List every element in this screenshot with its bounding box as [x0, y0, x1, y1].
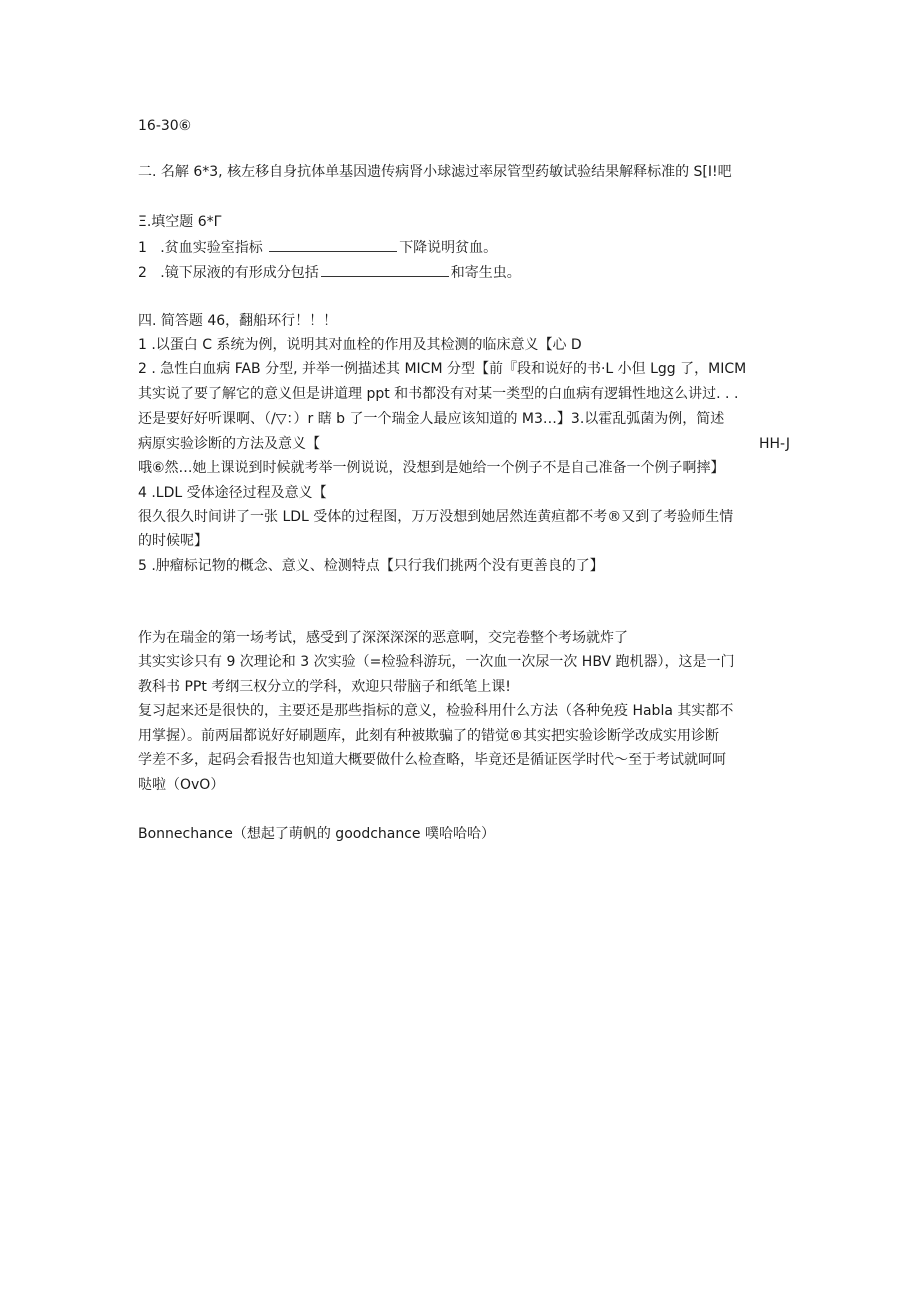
answer-blank [321, 262, 449, 277]
short-answer-3-line [138, 434, 790, 454]
answer-blank [269, 237, 397, 252]
short-answer-2-line: 还是要好好听课啊、（/▽：）r 瞎 b 了一个瑞金人最应该知道的 M3…】3.以霍乱弧菌为例，简述 [138, 411, 725, 427]
short-answer-4-line: 很久很久时间讲了一张 LDL 受体的过程图，万万没想到她居然连黄疸都不考®又到了考验师生情 [138, 509, 734, 525]
short-answer-4-line: 的时候呢】 [138, 533, 208, 549]
section2-terms: 二. 名解 6*3, 核左移自身抗体单基因遗传病肾小球滤过率尿管型药敏试验结果解释标准的 S[I!吧 [138, 164, 732, 180]
line-right: HH-J [758, 436, 790, 452]
question-text: .贫血实验室指标 [160, 240, 263, 256]
question-text: .镜下尿液的有形成分包括 [160, 265, 319, 281]
reflection-paragraph: 其实实诊只有 9 次理论和 3 次实验（=检验科游玩，一次血一次尿一次 HBV 跑机器），这是一门 [138, 654, 735, 670]
reflection-paragraph: 复习起来还是很快的，主要还是那些指标的意义，检验科用什么方法（各种免疫 Habla 其实都不 [138, 703, 734, 719]
short-answer-2-line: 2 . 急性白血病 FAB 分型, 并举一例描述其 MICM 分型【前『段和说好的书·L 小但 Lgg 了，MICM [138, 361, 747, 377]
short-answer-4: 4 .LDL 受体途径过程及意义【 [138, 485, 327, 501]
question-text: 下降说明贫血。 [399, 240, 498, 256]
line-left: 病原实验诊断的方法及意义【 [138, 436, 320, 452]
closing-line: Bonnechance（想起了萌帆的 goodchance 噗哈哈哈） [138, 826, 495, 842]
short-answer-1: 1 .以蛋白 C 系统为例，说明其对血栓的作用及其检测的临床意义【心 D [138, 337, 582, 353]
reflection-paragraph: 作为在瑞金的第一场考试，感受到了深深深深的恶意啊，交完卷整个考场就炸了 [138, 630, 628, 646]
question-number: 2 [138, 265, 147, 281]
fill-question-2 [138, 262, 521, 283]
section4-title: 四. 简答题 46，翻船环行！！！ [138, 313, 338, 329]
reflection-paragraph: 教科书 PPt 考纲三权分立的学科，欢迎只带脑子和纸笔上课! [138, 679, 511, 695]
short-answer-2-line: 其实说了要了解它的意义但是讲道理 ppt 和书都没有对某一类型的白血病有逻辑性地这么讲过. . . [138, 386, 739, 402]
short-answer-3-line: 哦⑥然…她上课说到时候就考举一例说说，没想到是她给一个例子不是自己准备一个例子啊摔】 [138, 460, 725, 476]
reflection-paragraph: 学差不多，起码会看报告也知道大概要做什么检查略，毕竟还是循证医学时代～至于考试就呵呵 [138, 752, 726, 768]
question-text: 和寄生虫。 [450, 265, 521, 281]
short-answer-5: 5 .肿瘤标记物的概念、意义、检测特点【只行我们挑两个没有更善良的了】 [138, 558, 604, 574]
header-ref: 16-30⑥ [138, 118, 192, 134]
section3-title: Ξ.填空题 6*Γ [138, 214, 222, 230]
reflection-paragraph: 哒啦（OvO） [138, 777, 225, 793]
fill-question-1 [138, 237, 497, 258]
reflection-paragraph: 用掌握）。前两届都说好好刷题库，此刻有种被欺骗了的错觉®其实把实验诊断学改成实用诊断 [138, 728, 719, 744]
question-number: 1 [138, 240, 147, 256]
